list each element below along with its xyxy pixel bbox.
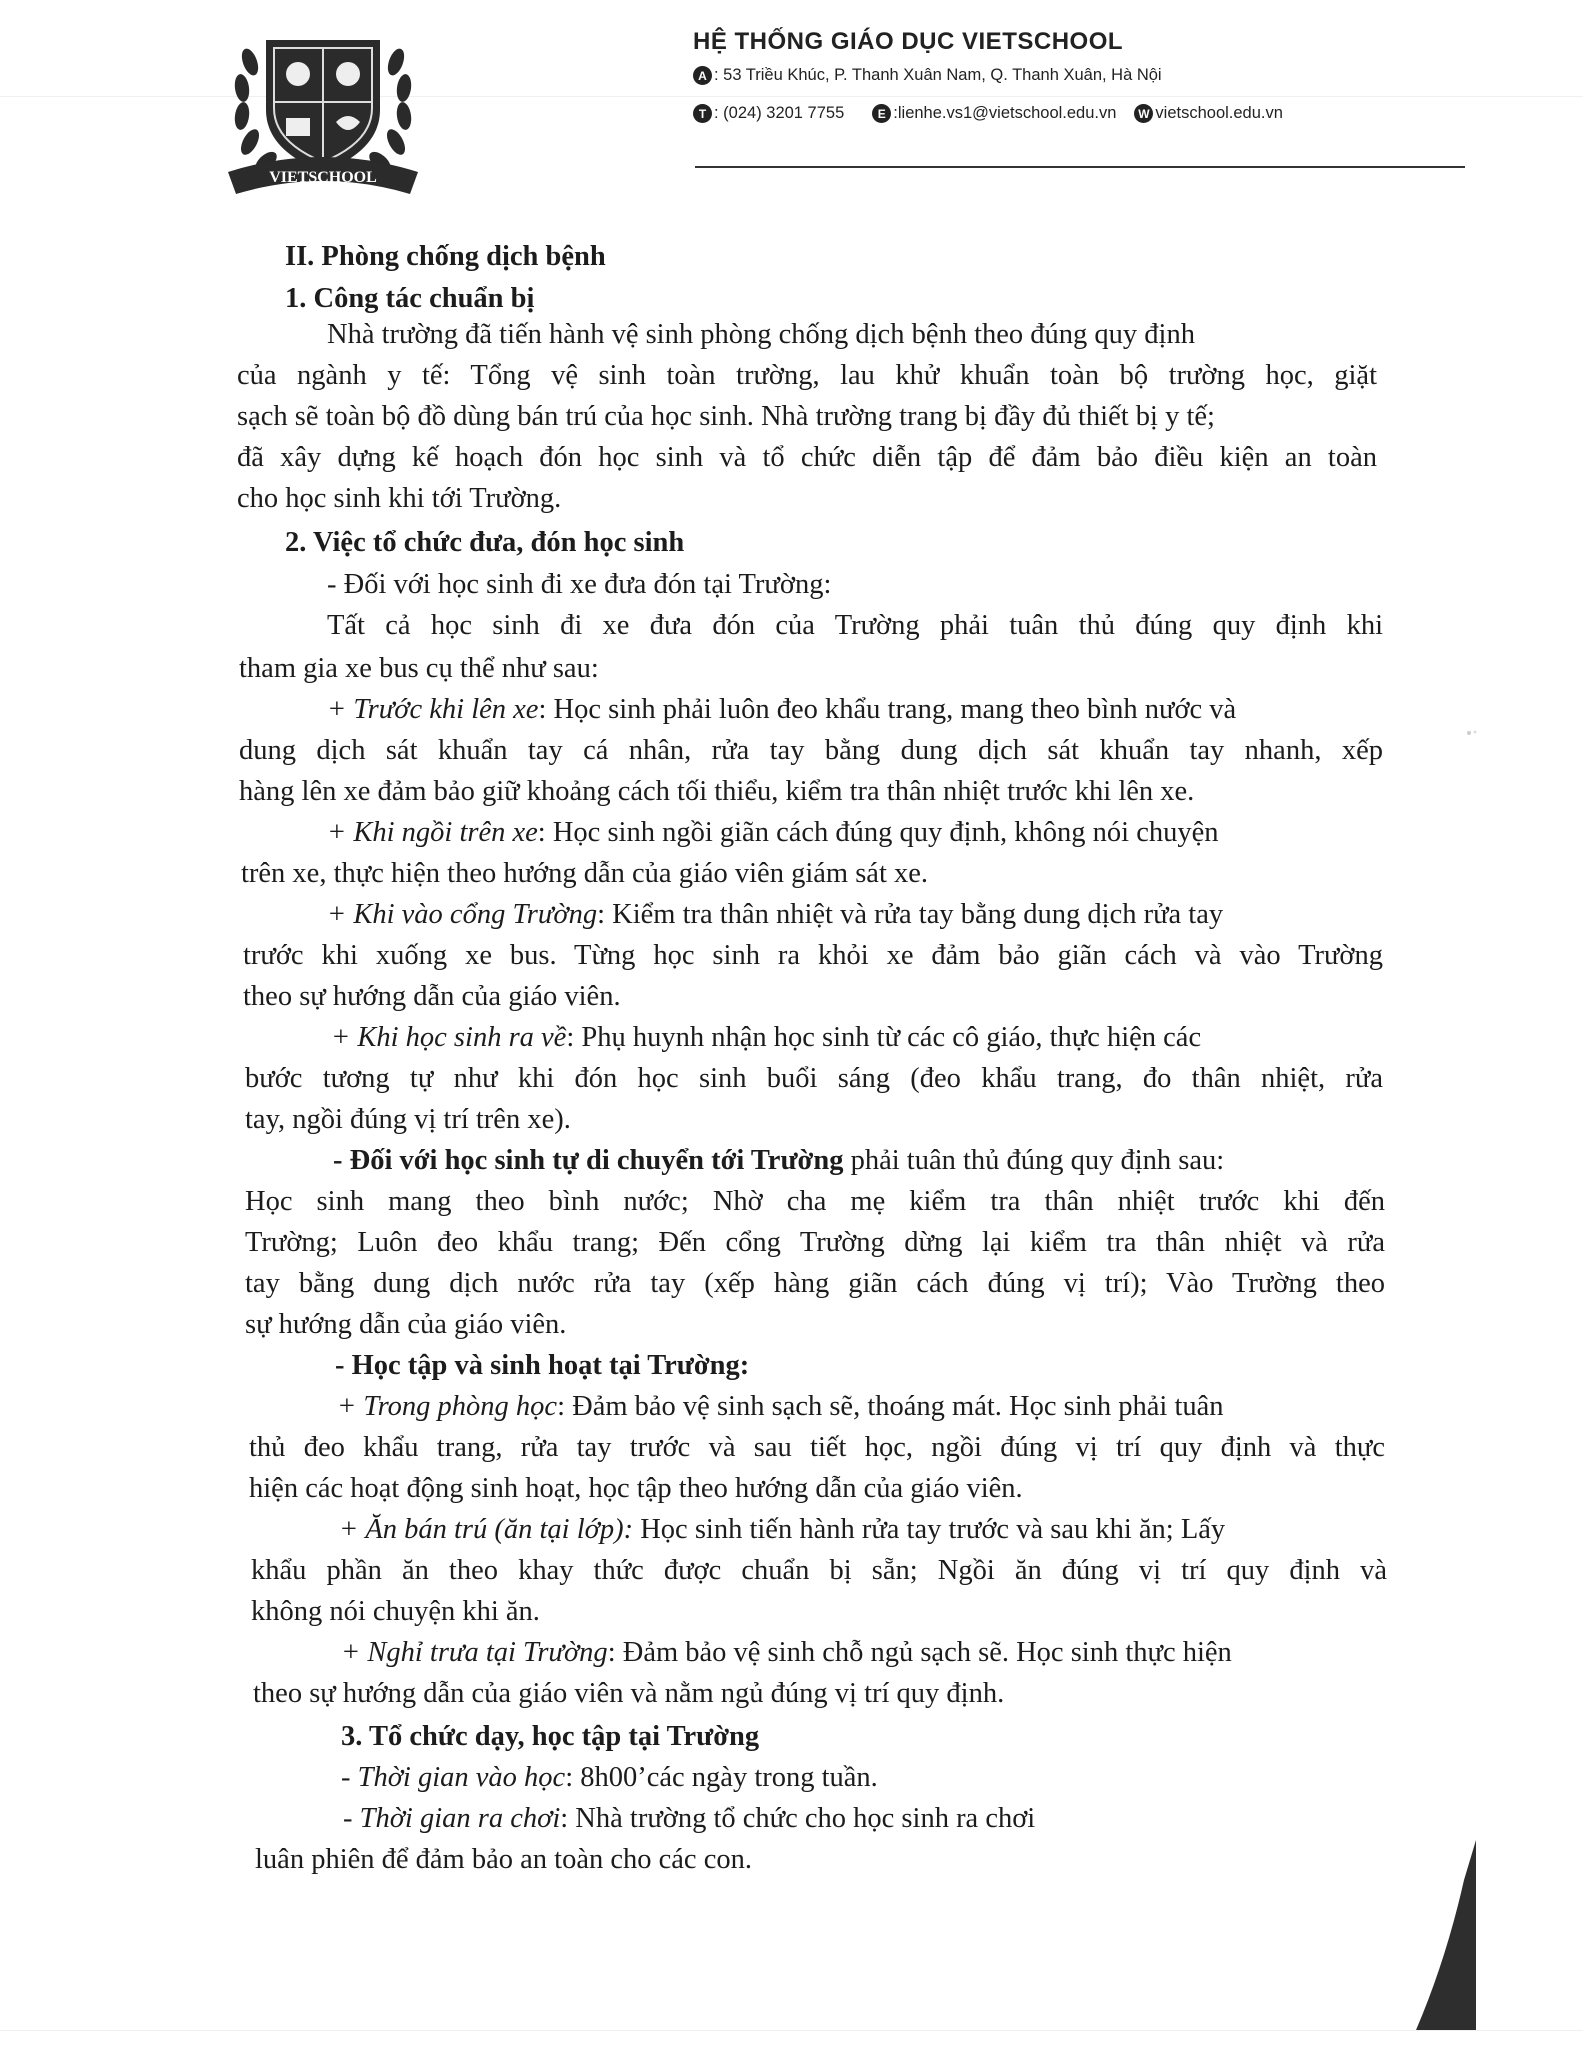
break-time-line: - Thời gian ra chơi: Nhà trường tổ chức cho học sinh ra chơi xyxy=(343,1803,1036,1834)
self-travel-label: - Đối với học sinh tự di chuyển tới Trường xyxy=(333,1145,844,1176)
p1-line-5: cho học sinh khi tới Trường. xyxy=(237,483,562,514)
lunch-label: + Ăn bán trú (ăn tại lớp): xyxy=(339,1514,634,1545)
going-home-label: + Khi học sinh ra về xyxy=(331,1022,567,1053)
going-home-line-2: bước tương tự như khi đón học sinh buổi sáng (đeo khẩu trang, đo thân nhiệt, rửa xyxy=(245,1063,1383,1094)
on-bus-label: + Khi ngồi trên xe xyxy=(327,817,538,848)
header-rule xyxy=(695,166,1465,168)
scan-speck xyxy=(1465,728,1479,738)
p1-line-3: sạch sẽ toàn bộ đồ dùng bán trú của học sinh. Nhà trường trang bị đầy đủ thiết bị y tế; xyxy=(237,401,1215,432)
going-home-line-1: + Khi học sinh ra về: Phụ huynh nhận học sinh từ các cô giáo, thực hiện các xyxy=(331,1022,1202,1053)
section-title: II. Phòng chống dịch bệnh xyxy=(285,241,606,272)
contact-line xyxy=(693,104,1283,123)
class-time-line: - Thời gian vào học: 8h00’các ngày trong tuần. xyxy=(341,1762,878,1793)
nap-label: + Nghỉ trưa tại Trường xyxy=(341,1637,608,1668)
going-home-line-3: tay, ngồi đúng vị trí trên xe). xyxy=(245,1104,571,1135)
before-boarding-line-2: dung dịch sát khuẩn tay cá nhân, rửa tay bằng dung dịch sát khuẩn tay nhanh, xếp xyxy=(239,735,1383,766)
gate-line-1: + Khi vào cổng Trường: Kiểm tra thân nhiệt và rửa tay bằng dung dịch rửa tay xyxy=(327,899,1224,930)
before-boarding-line-3: hàng lên xe đảm bảo giữ khoảng cách tối thiểu, kiểm tra thân nhiệt trước khi lên xe. xyxy=(239,776,1195,807)
self-travel-line-1: - Đối với học sinh tự di chuyển tới Trường phải tuân thủ đúng quy định sau: xyxy=(333,1145,1225,1176)
class-time-label: - Thời gian vào học xyxy=(341,1762,566,1793)
scan-artifact-line-bottom xyxy=(0,2030,1583,2031)
organization-name: HỆ THỐNG GIÁO DỤC VIETSCHOOL xyxy=(693,28,1124,55)
bus-intro-1: Tất cả học sinh đi xe đưa đón của Trường phải tuân thủ đúng quy định khi xyxy=(327,610,1383,641)
svg-text:VIETSCHOOL: VIETSCHOOL xyxy=(269,169,377,186)
scan-corner-shadow xyxy=(1416,1840,1476,2030)
bus-heading: - Đối với học sinh đi xe đưa đón tại Trường: xyxy=(327,569,832,600)
self-travel-line-5: sự hướng dẫn của giáo viên. xyxy=(245,1309,567,1340)
phone-text: : (024) 3201 7755 xyxy=(714,104,845,122)
self-travel-line-2: Học sinh mang theo bình nước; Nhờ cha mẹ kiểm tra thân nhiệt trước khi đến xyxy=(245,1186,1385,1217)
p1-line-4: đã xây dựng kế hoạch đón học sinh và tổ chức diễn tập để đảm bảo điều kiện an toàn xyxy=(237,442,1377,473)
gate-line-2: trước khi xuống xe bus. Từng học sinh ra khỏi xe đảm bảo giãn cách và vào Trường xyxy=(243,940,1383,971)
website-icon: W xyxy=(1134,104,1153,123)
address-icon: A xyxy=(693,66,712,85)
study-heading: - Học tập và sinh hoạt tại Trường: xyxy=(335,1350,750,1381)
on-bus-line-1: + Khi ngồi trên xe: Học sinh ngồi giãn cách đúng quy định, không nói chuyện xyxy=(327,817,1219,848)
lunch-line-1: + Ăn bán trú (ăn tại lớp): Học sinh tiến hành rửa tay trước và sau khi ăn; Lấy xyxy=(339,1514,1226,1545)
nap-line-1: + Nghỉ trưa tại Trường: Đảm bảo vệ sinh chỗ ngủ sạch sẽ. Học sinh thực hiện xyxy=(341,1637,1232,1668)
classroom-line-1: + Trong phòng học: Đảm bảo vệ sinh sạch sẽ, thoáng mát. Học sinh phải tuân xyxy=(337,1391,1224,1422)
address-line xyxy=(693,66,1162,85)
self-travel-line-4: tay bằng dung dịch nước rửa tay (xếp hàng giãn cách đúng vị trí); Vào Trường theo xyxy=(245,1268,1385,1299)
lunch-line-2: khẩu phần ăn theo khay thức được chuẩn bị sẵn; Ngồi ăn đúng vị trí quy định và xyxy=(251,1555,1387,1586)
email-text: :lienhe.vs1@vietschool.edu.vn xyxy=(893,104,1117,122)
before-boarding-line-1: + Trước khi lên xe: Học sinh phải luôn đeo khẩu trang, mang theo bình nước và xyxy=(327,694,1237,725)
self-travel-line-3: Trường; Luôn đeo khẩu trang; Đến cổng Trường dừng lại kiểm tra thân nhiệt và rửa xyxy=(245,1227,1385,1258)
gate-line-3: theo sự hướng dẫn của giáo viên. xyxy=(243,981,621,1012)
before-boarding-label: + Trước khi lên xe xyxy=(327,694,539,725)
vietschool-logo xyxy=(228,22,418,200)
classroom-line-3: hiện các hoạt động sinh hoạt, học tập theo hướng dẫn của giáo viên. xyxy=(249,1473,1023,1504)
break-time-label: - Thời gian ra chơi xyxy=(343,1803,561,1834)
bus-intro-2: tham gia xe bus cụ thể như sau: xyxy=(239,653,599,684)
p1-line-1: Nhà trường đã tiến hành vệ sinh phòng chống dịch bệnh theo đúng quy định xyxy=(327,319,1195,350)
break-time-line-2: luân phiên để đảm bảo an toàn cho các con. xyxy=(255,1844,752,1875)
classroom-line-2: thủ đeo khẩu trang, rửa tay trước và sau tiết học, ngồi đúng vị trí quy định và thực xyxy=(249,1432,1385,1463)
gate-label: + Khi vào cổng Trường xyxy=(327,899,598,930)
p1-line-2: của ngành y tế: Tổng vệ sinh toàn trường, lau khử khuẩn toàn bộ trường học, giặt xyxy=(237,360,1377,391)
nap-line-2: theo sự hướng dẫn của giáo viên và nằm ngủ đúng vị trí quy định. xyxy=(253,1678,1005,1709)
lunch-line-3: không nói chuyện khi ăn. xyxy=(251,1596,540,1627)
subsection-1-title: 1. Công tác chuẩn bị xyxy=(285,283,535,314)
subsection-3-title: 3. Tổ chức dạy, học tập tại Trường xyxy=(341,1721,760,1752)
classroom-label: + Trong phòng học xyxy=(337,1391,558,1422)
email-icon: E xyxy=(872,104,891,123)
on-bus-line-2: trên xe, thực hiện theo hướng dẫn của giáo viên giám sát xe. xyxy=(241,858,929,889)
address-text: : 53 Triều Khúc, P. Thanh Xuân Nam, Q. Thanh Xuân, Hà Nội xyxy=(714,66,1162,84)
phone-icon: T xyxy=(693,104,712,123)
subsection-2-title: 2. Việc tổ chức đưa, đón học sinh xyxy=(285,527,685,558)
website-text: vietschool.edu.vn xyxy=(1155,104,1283,122)
